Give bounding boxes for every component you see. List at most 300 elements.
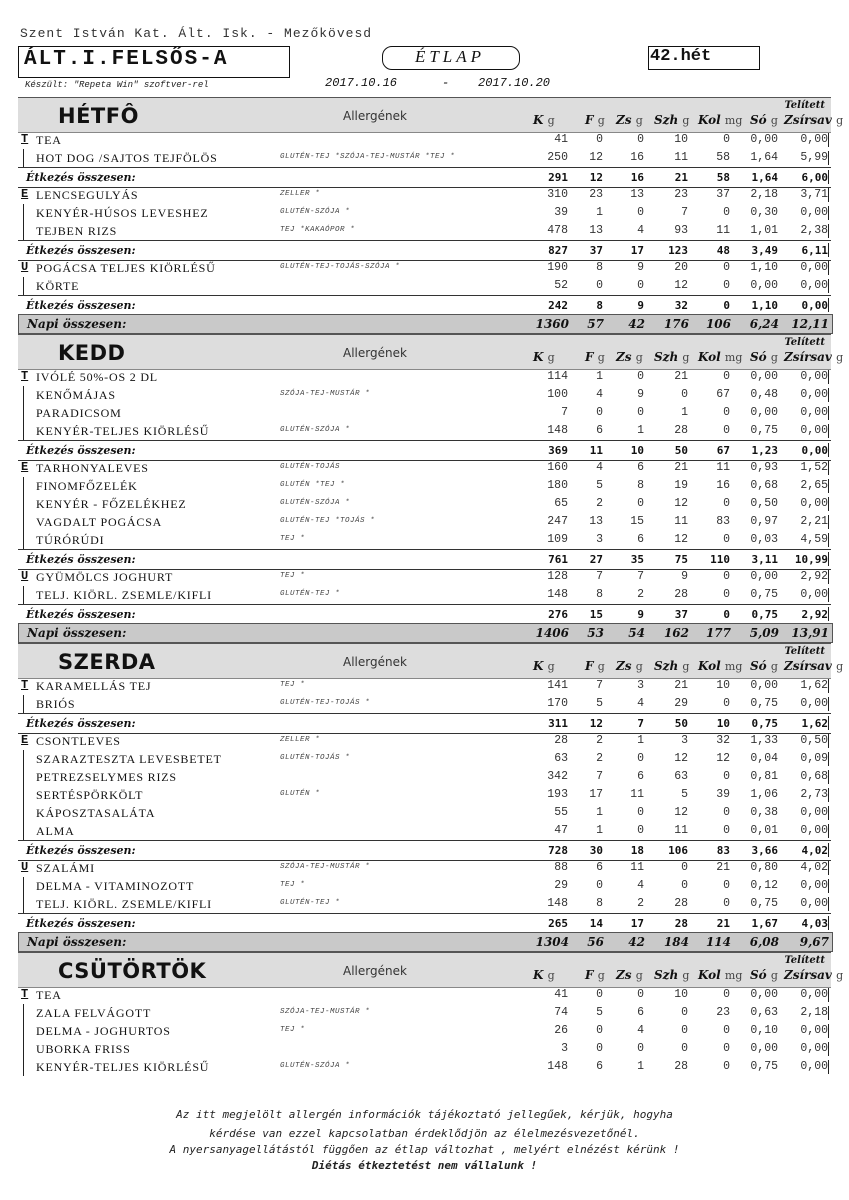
row-bar: [23, 404, 24, 422]
menu-item-row: [18, 786, 831, 804]
nutrient-value: 7: [637, 570, 644, 583]
menu-item-row: [18, 477, 831, 495]
meal-total-value: 27: [589, 553, 603, 566]
nutrient-value: 23: [674, 188, 688, 201]
nutrient-value: 83: [716, 515, 730, 528]
row-bar: [23, 695, 24, 713]
nutrient-value: 0: [723, 206, 730, 219]
col-carbs-label: Szh: [654, 659, 679, 673]
saturated-header: Telített: [784, 100, 825, 111]
col-salt-unit: g: [770, 969, 778, 982]
meal-total-value: 30: [589, 844, 603, 857]
nutrient-value: 342: [547, 770, 568, 783]
menu-item-row: [18, 804, 831, 822]
nutrient-value: 0,00: [800, 279, 828, 292]
meal-total-value: 2,92: [801, 608, 828, 621]
col-salt: [750, 968, 778, 982]
col-salt-label: Só: [750, 659, 767, 673]
menu-item-row: [18, 277, 831, 295]
allergen-info: GLUTÉN-TEJ *SZÓJA-TEJ-MUSTÁR *TEJ *: [280, 153, 456, 161]
row-bar: [23, 386, 24, 404]
menu-item-row: [18, 1022, 831, 1040]
col-cholesterol-unit: mg: [724, 351, 743, 364]
nutrient-value: 6: [637, 461, 644, 474]
nutrient-value: 0,50: [750, 497, 778, 510]
meal-code: U: [21, 260, 29, 274]
row-bar-right: [828, 570, 829, 584]
col-salt: [750, 659, 778, 673]
nutrient-value: 13: [589, 224, 603, 237]
nutrient-value: 37: [716, 188, 730, 201]
nutrient-value: 12: [674, 279, 688, 292]
meal-total-label: Étkezés összesen:: [26, 917, 136, 930]
nutrient-value: 20: [674, 261, 688, 274]
menu-item-row: [18, 695, 831, 713]
nutrient-value: 0: [637, 1042, 644, 1055]
col-fat-unit: g: [635, 660, 643, 673]
col-protein-unit: g: [597, 660, 605, 673]
nutrient-value: 0,00: [750, 570, 778, 583]
nutrient-value: 0: [681, 1024, 688, 1037]
col-fat: [616, 659, 643, 673]
nutrient-value: 0,93: [750, 461, 778, 474]
nutrient-value: 11: [716, 224, 730, 237]
nutrient-value: 109: [547, 533, 568, 546]
row-bar-right: [828, 1024, 829, 1038]
dish-name: TELJ. KIÖRL. ZSEMLE/KIFLI: [36, 588, 212, 602]
allergens-header: Allergének: [343, 964, 407, 978]
meal-total-value: 123: [668, 244, 688, 257]
col-energy: [533, 113, 555, 127]
meal-total-row: [18, 713, 831, 734]
nutrient-value: 2,73: [800, 788, 828, 801]
nutrient-value: 0,00: [800, 1042, 828, 1055]
nutrient-value: 478: [547, 224, 568, 237]
nutrient-value: 9: [637, 261, 644, 274]
row-bar: [23, 222, 24, 240]
nutrient-value: 12: [674, 533, 688, 546]
nutrient-value: 4: [637, 879, 644, 892]
day-total-value: 114: [705, 935, 731, 949]
day-total-row: [18, 932, 833, 952]
nutrient-value: 15: [630, 515, 644, 528]
col-protein-label: F: [585, 350, 594, 364]
nutrient-value: 1: [596, 806, 603, 819]
dish-name: KENYÉR-HÚSOS LEVESHEZ: [36, 206, 209, 220]
menu-item-row: [18, 822, 831, 840]
meal-total-value: 58: [716, 171, 730, 184]
nutrient-value: 141: [547, 679, 568, 692]
meal-code: T: [21, 987, 29, 1001]
col-salt-unit: g: [770, 114, 778, 127]
allergen-info: GLUTÉN-SZÓJA *: [280, 208, 351, 216]
menu-item-row: [18, 1040, 831, 1058]
nutrient-value: 0: [681, 388, 688, 401]
menu-item-row: [18, 149, 831, 167]
week-number: 42.hét: [650, 47, 712, 66]
nutrient-value: 1,62: [800, 679, 828, 692]
dish-name: ZALA FELVÁGOTT: [36, 1006, 152, 1020]
day-total-value: 1360: [535, 317, 569, 331]
nutrient-value: 0: [723, 533, 730, 546]
row-bar-right: [828, 424, 829, 438]
dish-name: SZALÁMI: [36, 861, 95, 875]
nutrient-value: 0,00: [750, 406, 778, 419]
col-carbs-label: Szh: [654, 968, 679, 982]
meal-total-value: 1,23: [751, 444, 778, 457]
row-bar: [23, 804, 24, 822]
col-cholesterol-label: Kol: [698, 968, 721, 982]
nutrient-value: 26: [554, 1024, 568, 1037]
footer-line-3: A nyersanyagellátástól függően az étlap változhat , melyért elnézést kérünk !: [169, 1143, 680, 1156]
nutrient-value: 0: [637, 279, 644, 292]
nutrient-value: 0: [681, 1042, 688, 1055]
row-bar: [23, 822, 24, 840]
nutrient-value: 13: [589, 515, 603, 528]
nutrient-value: 128: [547, 570, 568, 583]
row-bar-right: [828, 697, 829, 711]
nutrient-value: 41: [554, 133, 568, 146]
nutrient-value: 0,00: [800, 897, 828, 910]
col-energy: [533, 659, 555, 673]
row-bar-right: [828, 224, 829, 238]
nutrient-value: 0,75: [750, 897, 778, 910]
nutrient-value: 0: [637, 988, 644, 1001]
nutrient-value: 0,75: [750, 424, 778, 437]
row-bar: [23, 586, 24, 604]
nutrient-value: 29: [674, 697, 688, 710]
allergen-info: GLUTÉN-TEJ *: [280, 899, 341, 907]
col-carbs-unit: g: [682, 114, 690, 127]
meal-total-value: 728: [548, 844, 568, 857]
nutrient-value: 0: [723, 1042, 730, 1055]
day-total-value: 6,24: [749, 317, 779, 331]
row-bar: [23, 477, 24, 495]
meal-code: U: [21, 569, 29, 583]
row-bar-right: [828, 370, 829, 384]
col-fatty-acid-label: Zsírsav: [784, 968, 832, 982]
nutrient-value: 6: [637, 770, 644, 783]
meal-total-value: 83: [716, 844, 730, 857]
row-bar-right: [828, 806, 829, 820]
nutrient-value: 0,38: [750, 806, 778, 819]
nutrient-value: 1: [596, 370, 603, 383]
nutrient-value: 6: [637, 1006, 644, 1019]
row-bar: [23, 768, 24, 786]
row-bar-right: [828, 533, 829, 547]
nutrient-value: 310: [547, 188, 568, 201]
menu-item-row: [18, 732, 831, 750]
dish-name: BRIÓS: [36, 697, 76, 711]
day-total-value: 12,11: [791, 317, 829, 331]
nutrient-value: 0: [723, 588, 730, 601]
day-total-value: 57: [587, 317, 604, 331]
date-from: 2017.10.16: [325, 76, 398, 90]
col-fatty-acid-unit: g: [836, 114, 844, 127]
day-total-value: 177: [705, 626, 731, 640]
dish-name: KENYÉR-TELJES KIÖRLÉSŰ: [36, 424, 210, 438]
allergen-info: GLUTÉN-TEJ-TOJÁS *: [280, 699, 371, 707]
meal-total-value: 1,64: [751, 171, 778, 184]
nutrient-value: 11: [674, 151, 688, 164]
col-energy-unit: g: [547, 969, 555, 982]
nutrient-value: 21: [716, 861, 730, 874]
menu-item-row: [18, 422, 831, 440]
nutrient-value: 0: [723, 806, 730, 819]
nutrient-value: 0: [723, 770, 730, 783]
meal-total-value: 311: [548, 717, 568, 730]
col-carbs: [654, 350, 689, 364]
nutrient-value: 11: [630, 861, 644, 874]
row-bar-right: [828, 770, 829, 784]
allergen-info: SZÓJA-TEJ-MUSTÁR *: [280, 863, 371, 871]
meal-total-value: 1,10: [751, 299, 778, 312]
allergen-info: GLUTÉN-TEJ *TOJÁS *: [280, 517, 376, 525]
nutrient-value: 0,00: [800, 1060, 828, 1073]
menu-item-row: [18, 877, 831, 895]
day-name: CSÜTÖRTÖK: [58, 959, 207, 983]
nutrient-value: 0: [723, 697, 730, 710]
row-bar-right: [828, 461, 829, 475]
col-cholesterol-label: Kol: [698, 113, 721, 127]
row-bar-right: [828, 897, 829, 911]
nutrient-value: 1,01: [750, 224, 778, 237]
dish-name: CSONTLEVES: [36, 734, 121, 748]
meal-total-value: 17: [630, 917, 644, 930]
nutrient-value: 11: [716, 461, 730, 474]
nutrient-value: 12: [674, 752, 688, 765]
nutrient-value: 0,75: [750, 588, 778, 601]
meal-total-value: 0,75: [751, 717, 778, 730]
nutrient-value: 23: [716, 1006, 730, 1019]
allergen-info: GLUTÉN-SZÓJA *: [280, 426, 351, 434]
meal-total-value: 1,62: [801, 717, 828, 730]
allergen-info: GLUTÉN-TEJ-TOJÁS-SZÓJA *: [280, 263, 401, 271]
nutrient-value: 0,00: [800, 988, 828, 1001]
nutrient-value: 2,65: [800, 479, 828, 492]
row-bar-right: [828, 588, 829, 602]
nutrient-value: 1,10: [750, 261, 778, 274]
nutrient-value: 5: [596, 479, 603, 492]
day-total-value: 162: [663, 626, 689, 640]
nutrient-value: 41: [554, 988, 568, 1001]
nutrient-value: 2,92: [800, 570, 828, 583]
row-bar-right: [828, 479, 829, 493]
nutrient-value: 0,00: [800, 1024, 828, 1037]
dish-name: POGÁCSA TELJES KIÖRLÉSŰ: [36, 261, 216, 275]
row-bar-right: [828, 1006, 829, 1020]
nutrient-value: 9: [637, 388, 644, 401]
day-name: HÉTFÔ: [58, 104, 139, 128]
nutrient-value: 0,00: [800, 588, 828, 601]
nutrient-value: 1,33: [750, 734, 778, 747]
nutrient-value: 0: [637, 497, 644, 510]
nutrient-value: 0: [637, 406, 644, 419]
nutrient-value: 1: [596, 206, 603, 219]
meal-total-value: 0,75: [751, 608, 778, 621]
day-name: KEDD: [58, 341, 126, 365]
day-header: [18, 952, 844, 988]
nutrient-value: 2: [596, 752, 603, 765]
col-cholesterol: [698, 968, 742, 982]
meal-total-row: [18, 840, 831, 861]
nutrient-value: 0: [596, 133, 603, 146]
nutrient-value: 63: [554, 752, 568, 765]
nutrient-value: 2,18: [800, 1006, 828, 1019]
col-fat-unit: g: [635, 114, 643, 127]
col-carbs-unit: g: [682, 969, 690, 982]
menu-item-row: [18, 459, 831, 477]
meal-total-value: 242: [548, 299, 568, 312]
col-fat: [616, 968, 643, 982]
nutrient-value: 52: [554, 279, 568, 292]
col-energy: [533, 350, 555, 364]
nutrient-value: 0,68: [750, 479, 778, 492]
meal-total-value: 50: [674, 444, 688, 457]
col-fatty-acid-label: Zsírsav: [784, 113, 832, 127]
menu-item-row: [18, 768, 831, 786]
dish-name: TÚRÓRÚDI: [36, 533, 105, 547]
nutrient-value: 28: [674, 897, 688, 910]
dish-name: LENCSEGULYÁS: [36, 188, 139, 202]
col-cholesterol-unit: mg: [724, 660, 743, 673]
col-protein-unit: g: [597, 114, 605, 127]
nutrient-value: 170: [547, 697, 568, 710]
nutrient-value: 32: [716, 734, 730, 747]
allergen-info: ZELLER *: [280, 190, 321, 198]
nutrient-value: 1: [681, 406, 688, 419]
row-bar-right: [828, 406, 829, 420]
meal-total-value: 9: [637, 608, 644, 621]
menu-item-row: [18, 404, 831, 422]
col-protein-unit: g: [597, 351, 605, 364]
nutrient-value: 67: [716, 388, 730, 401]
date-separator: -: [442, 76, 450, 90]
col-fatty-acid: [784, 659, 843, 673]
dish-name: KENYÉR-TELJES KIÖRLÉSŰ: [36, 1060, 210, 1074]
nutrient-value: 0: [723, 1024, 730, 1037]
nutrient-value: 10: [716, 679, 730, 692]
day-total-value: 9,67: [799, 935, 829, 949]
row-bar: [23, 1058, 24, 1076]
allergen-info: GLUTÉN-TEJ *: [280, 590, 341, 598]
dish-name: VAGDALT POGÁCSA: [36, 515, 163, 529]
nutrient-value: 0: [723, 497, 730, 510]
col-protein: [585, 968, 605, 982]
meal-total-value: 11: [589, 444, 603, 457]
row-bar-right: [828, 497, 829, 511]
menu-item-row: [18, 677, 831, 695]
col-carbs-label: Szh: [654, 350, 679, 364]
nutrient-value: 1: [637, 734, 644, 747]
nutrient-value: 148: [547, 897, 568, 910]
meal-total-value: 1,67: [751, 917, 778, 930]
day-total-value: 176: [663, 317, 689, 331]
day-total-value: 53: [587, 626, 604, 640]
col-fat-label: Zs: [616, 968, 632, 982]
allergens-header: Allergének: [343, 109, 407, 123]
day-total-value: 42: [628, 317, 645, 331]
meal-total-value: 12: [589, 717, 603, 730]
nutrient-value: 0,10: [750, 1024, 778, 1037]
col-energy-label: K: [533, 659, 544, 673]
nutrient-value: 63: [674, 770, 688, 783]
col-salt-label: Só: [750, 968, 767, 982]
nutrient-value: 1,06: [750, 788, 778, 801]
row-bar-right: [828, 861, 829, 875]
dish-name: KENYÉR - FŐZELÉKHEZ: [36, 497, 187, 511]
meal-total-value: 16: [630, 171, 644, 184]
nutrient-value: 148: [547, 424, 568, 437]
meal-total-row: [18, 549, 831, 570]
nutrient-value: 0,30: [750, 206, 778, 219]
footer-line-4: Diétás étkeztetést nem vállalunk !: [311, 1159, 538, 1172]
nutrient-value: 0: [596, 406, 603, 419]
meal-total-value: 50: [674, 717, 688, 730]
row-bar-right: [828, 824, 829, 838]
nutrient-value: 0: [723, 1060, 730, 1073]
nutrient-value: 6: [596, 861, 603, 874]
meal-total-value: 10,99: [794, 553, 828, 566]
row-bar-right: [828, 843, 829, 857]
meal-total-value: 761: [548, 553, 568, 566]
meal-total-value: 369: [548, 444, 568, 457]
col-energy: [533, 968, 555, 982]
row-bar-right: [828, 879, 829, 893]
nutrient-value: 2: [637, 588, 644, 601]
col-protein: [585, 350, 605, 364]
meal-total-value: 6,00: [801, 171, 828, 184]
meal-total-row: [18, 240, 831, 261]
col-carbs-unit: g: [682, 660, 690, 673]
allergen-info: TEJ *: [280, 1026, 306, 1034]
col-fatty-acid-unit: g: [836, 660, 844, 673]
nutrient-value: 2: [596, 734, 603, 747]
dish-name: KÖRTE: [36, 279, 80, 293]
nutrient-value: 23: [589, 188, 603, 201]
meal-total-value: 32: [674, 299, 688, 312]
day-total-label: Napi összesen:: [27, 317, 127, 331]
allergen-info: TEJ *: [280, 881, 306, 889]
col-carbs: [654, 659, 689, 673]
meal-total-label: Étkezés összesen:: [26, 844, 136, 857]
nutrient-value: 21: [674, 461, 688, 474]
nutrient-value: 0: [637, 824, 644, 837]
meal-total-value: 12: [589, 171, 603, 184]
row-bar-right: [828, 188, 829, 202]
nutrient-value: 11: [674, 515, 688, 528]
nutrient-value: 16: [716, 479, 730, 492]
meal-total-value: 3,49: [751, 244, 778, 257]
row-bar-right: [828, 206, 829, 220]
nutrient-value: 65: [554, 497, 568, 510]
nutrient-value: 4: [637, 1024, 644, 1037]
col-salt: [750, 113, 778, 127]
col-fatty-acid: [784, 113, 843, 127]
nutrient-value: 160: [547, 461, 568, 474]
row-bar: [23, 149, 24, 167]
nutrient-value: 0: [723, 370, 730, 383]
allergen-info: GLUTÉN-SZÓJA *: [280, 1062, 351, 1070]
nutrient-value: 4: [637, 697, 644, 710]
col-energy-label: K: [533, 113, 544, 127]
nutrient-value: 0: [637, 806, 644, 819]
nutrient-value: 0: [681, 1006, 688, 1019]
day-total-value: 56: [587, 935, 604, 949]
nutrient-value: 0: [723, 570, 730, 583]
nutrient-value: 12: [716, 752, 730, 765]
date-to: 2017.10.20: [478, 76, 551, 90]
